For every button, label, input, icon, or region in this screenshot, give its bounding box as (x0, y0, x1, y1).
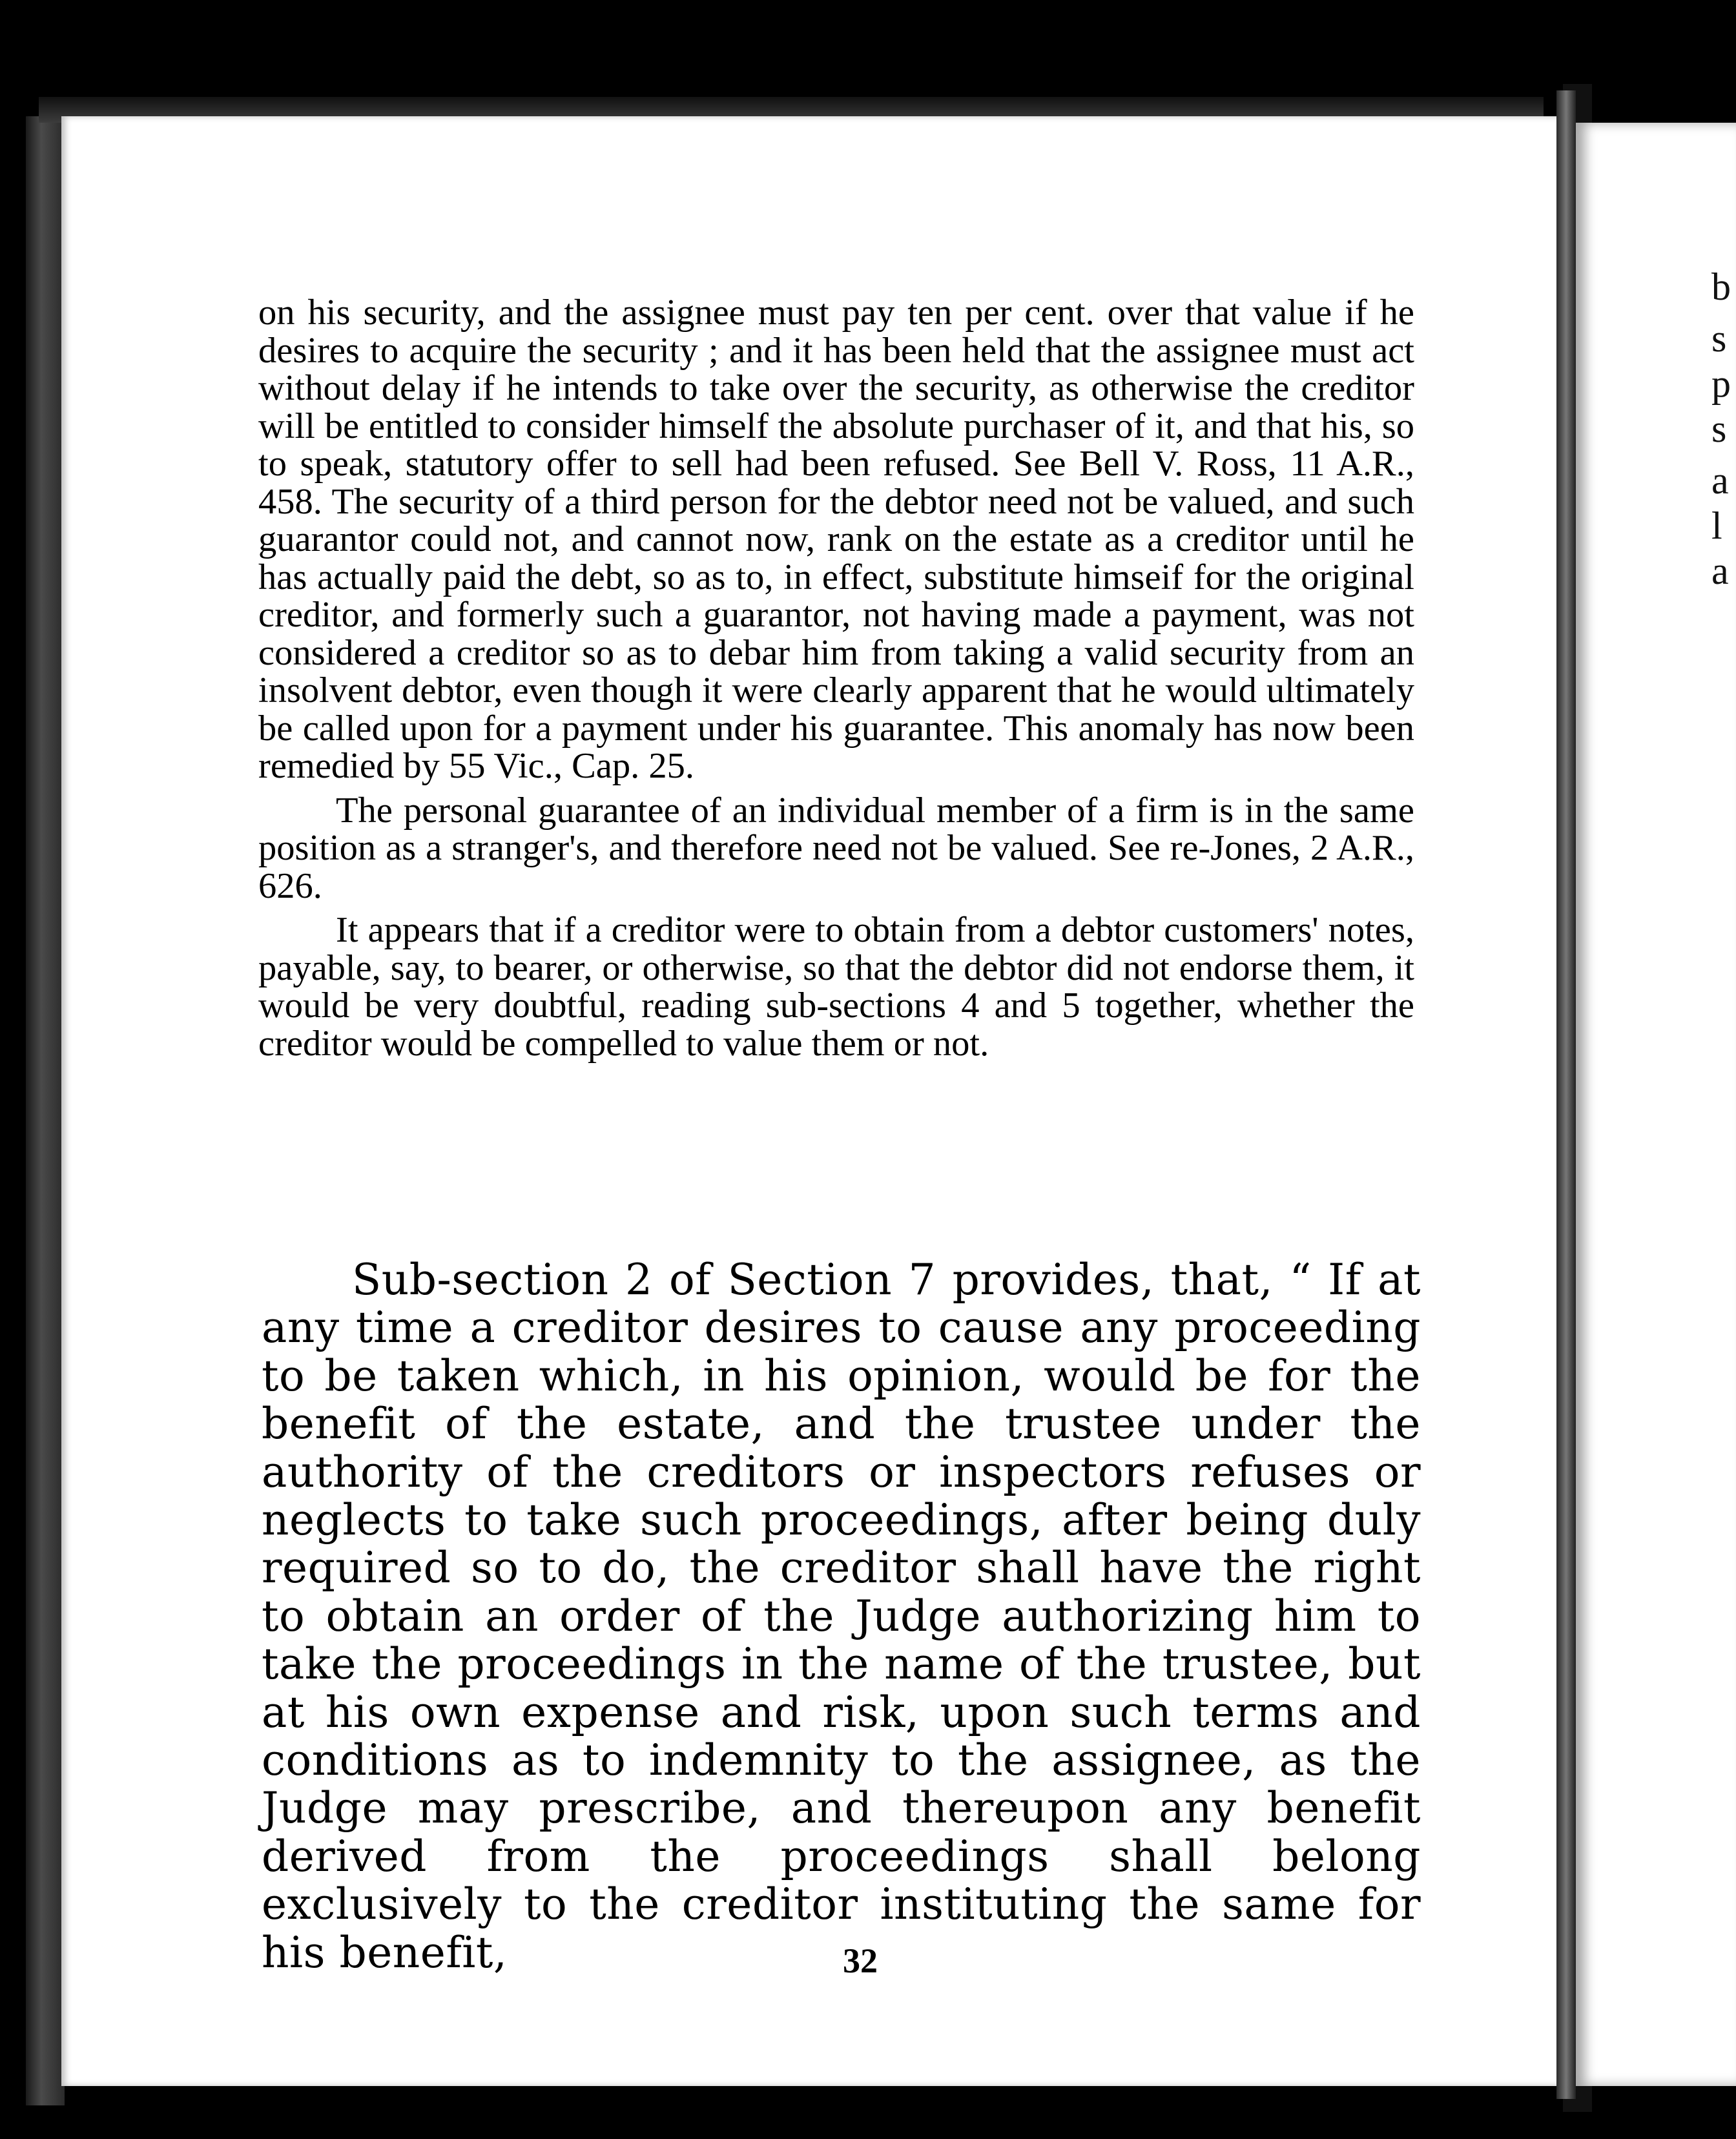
paragraph-personal-guarantee: The personal guarantee of an individual member of a firm is in the same position as a stranger's, and therefore need not be valued. See re-Jones, 2 A.R., 626. (258, 790, 1414, 906)
body-text-large (262, 1256, 1421, 1977)
facing-page-fragment: a (1711, 550, 1729, 592)
facing-page-fragment: p (1711, 362, 1731, 405)
facing-page-fragment: s (1711, 408, 1727, 450)
book-spine-left (26, 116, 65, 2105)
body-text-small (258, 294, 1414, 1062)
page-number: 32 (843, 1941, 878, 1980)
paragraph-sub-section-2: Sub-section 2 of Section 7 provides, that, “ If at any time a creditor desires to cause any proceeding to be taken which, in his opinion, would be for the benefit of the estate, and the trustee under the authority of the creditors or inspectors refuses or neglects to take such proceedings, after being duly required so to do, the creditor shall have the right to obtain an order of the Judge authorizing him to take the proceedings in the name of the trustee, but at his own expense and risk, upon such terms and conditions as to indemnity to the assignee, as the Judge may prescribe, and thereupon any benefit derived from the proceedings shall belong exclusively to the creditor instituting the same for his benefit, (262, 1255, 1421, 1978)
facing-page-fragment: l (1711, 504, 1722, 547)
facing-page-fragment: a (1711, 459, 1729, 502)
paragraph-customers-notes: It appears that if a creditor were to obtain from a debtor customers' notes, payable, say, to bearer, or otherwise, so that the debtor did not endorse them, it would be very doubtful, reading sub-sections 4 and 5 together, whether the creditor would be compelled to value them or not. (258, 910, 1414, 1064)
paragraph-continued: on his security, and the assignee must pay ten per cent. over that value if he desires to acquire the security ; and it has been held that the assignee must act without delay if he intends to take over the security, as otherwise the creditor will be entitled to consider himself the absolute purchaser of it, and that his, so to speak, statutory offer to sell had been refused. See Bell V. Ross, 11 A.R., 458. The security of a third person for the debtor need not be valued, and such guarantor could not, and cannot now, rank on the estate as a creditor until he has actually paid the debt, so as to, in effect, substitute himseif for the original creditor, and formerly such a guarantor, not having made a payment, was not considered a creditor so as to debar him from taking a valid security from an insolvent debtor, even though it were clearly apparent that he would ultimately be called upon for a payment under his guarantee. This anomaly has now been remedied by 55 Vic., Cap. 25. (258, 293, 1414, 786)
page-right-edge (1556, 90, 1576, 2099)
facing-page-fragment: b (1711, 265, 1731, 308)
facing-page-fragment: s (1711, 317, 1727, 360)
